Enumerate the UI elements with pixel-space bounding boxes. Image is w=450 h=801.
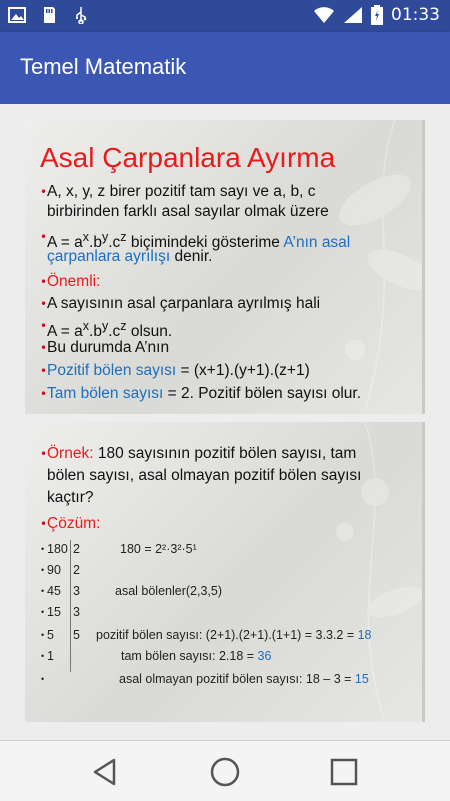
clock: 01:33	[391, 5, 440, 25]
bullet: •	[40, 364, 48, 378]
recents-icon	[329, 757, 359, 787]
bullet: •	[40, 447, 48, 461]
battery-icon	[371, 5, 383, 25]
app-title: Temel Matematik	[20, 54, 187, 79]
slide-title: Asal Çarpanlara Ayırma	[40, 142, 336, 173]
sd-card-icon	[40, 6, 58, 24]
text-line: Bu durumda A’nın	[47, 339, 170, 356]
text-line: Pozitif bölen sayısı = (x+1).(y+1).(z+1)	[47, 362, 310, 379]
home-button[interactable]	[208, 755, 242, 789]
text-line: Tam bölen sayısı = 2. Pozitif bölen sayısı olur.	[47, 385, 362, 402]
status-bar	[0, 0, 450, 32]
solution-row: • asal olmayan pozitif bölen sayısı: 18 – 3 = 15	[41, 672, 369, 686]
back-icon	[90, 757, 120, 787]
recents-button[interactable]	[327, 755, 361, 789]
question-line: bölen sayısı, asal olmayan pozitif bölen sayısı	[47, 467, 362, 484]
content-scroll[interactable]	[0, 104, 450, 740]
back-button[interactable]	[88, 755, 122, 789]
slide-edge	[422, 120, 425, 414]
question-line: Örnek: 180 sayısının pozitif bölen sayısı, tam	[47, 445, 357, 462]
solution-row: • 1 tam bölen sayısı: 2.18 = 36	[41, 649, 272, 663]
onemli-label: Önemli:	[47, 273, 101, 290]
bullet: •	[40, 297, 48, 311]
wifi-icon	[313, 6, 335, 24]
bullet: •	[40, 275, 48, 289]
signal-icon	[343, 6, 363, 24]
question-line: kaçtır?	[47, 489, 94, 506]
text-line: $A = a^x.b^y.c^z$ biçimindeki gösterime A’nın asal	[47, 230, 351, 252]
solution-row: • 5 5 pozitif bölen sayısı: (2+1).(2+1).(1+1) = 3.3.2 = 18	[41, 628, 372, 642]
text-line: A sayısının asal çarpanlara ayrılmış hali	[47, 295, 321, 312]
bullet: •	[40, 230, 48, 244]
slide-asal-carpanlar	[25, 120, 425, 414]
bullet: •	[40, 319, 48, 333]
navigation-bar	[0, 740, 450, 801]
solution-row: • 15 3	[41, 605, 80, 619]
solution-row: • 180 2 180 = 2²·3²·5¹	[41, 542, 197, 556]
usb-icon	[72, 6, 90, 24]
text-line: birbirinden farklı asal sayılar olmak üzere	[47, 203, 329, 220]
text-line: $A = a^x.b^y.c^z$ olsun.	[47, 319, 173, 341]
app-bar	[0, 32, 450, 104]
bullet: •	[40, 341, 48, 355]
text-line: A, x, y, z birer pozitif tam sayı ve a, b, c	[47, 183, 316, 200]
cozum-label: Çözüm:	[47, 515, 101, 532]
text-line: çarpanlara ayrılışı denir.	[47, 248, 213, 265]
solution-row: • 45 3 asal bölenler(2,3,5)	[41, 584, 223, 598]
bullet: •	[40, 387, 48, 401]
bullet: •	[40, 185, 48, 199]
image-icon	[8, 6, 26, 24]
slide-ornek	[25, 422, 425, 722]
bullet: •	[40, 517, 48, 531]
home-icon	[209, 756, 241, 788]
solution-row: • 90 2	[41, 563, 80, 577]
